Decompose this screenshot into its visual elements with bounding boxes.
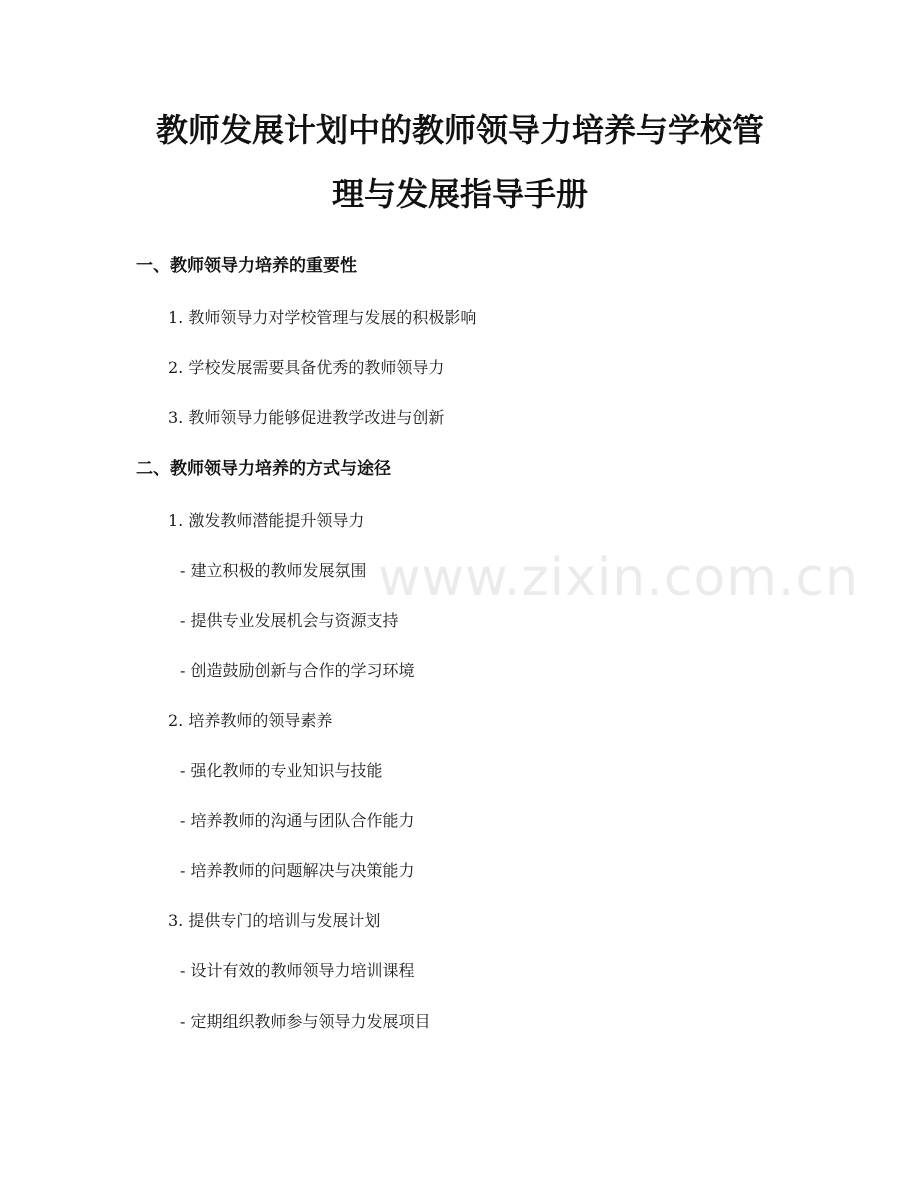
document-title-line-2: 理与发展指导手册 — [331, 175, 588, 213]
list-item: 2. 培养教师的领导素养 — [168, 711, 333, 730]
list-item: 3. 提供专门的培训与发展计划 — [168, 911, 381, 930]
bullet-item: - 设计有效的教师领导力培训课程 — [180, 961, 415, 980]
document-title-line-1: 教师发展计划中的教师领导力培养与学校管 — [155, 111, 764, 149]
bullet-item: - 定期组织教师参与领导力发展项目 — [180, 1012, 431, 1031]
list-item: 2. 学校发展需要具备优秀的教师领导力 — [168, 358, 445, 377]
bullet-item: - 创造鼓励创新与合作的学习环境 — [180, 661, 415, 680]
watermark: www.zixin.com.cn — [378, 548, 859, 608]
bullet-item: - 强化教师的专业知识与技能 — [180, 761, 383, 780]
section-heading-methods: 二、教师领导力培养的方式与途径 — [136, 459, 391, 479]
section-heading-importance: 一、教师领导力培养的重要性 — [136, 256, 357, 276]
bullet-item: - 培养教师的沟通与团队合作能力 — [180, 811, 415, 830]
bullet-item: - 提供专业发展机会与资源支持 — [180, 611, 399, 630]
list-item: 1. 激发教师潜能提升领导力 — [168, 511, 365, 530]
list-item: 3. 教师领导力能够促进教学改进与创新 — [168, 408, 445, 427]
bullet-item: - 建立积极的教师发展氛围 — [180, 561, 367, 580]
list-item: 1. 教师领导力对学校管理与发展的积极影响 — [168, 308, 477, 327]
bullet-item: - 培养教师的问题解决与决策能力 — [180, 861, 415, 880]
